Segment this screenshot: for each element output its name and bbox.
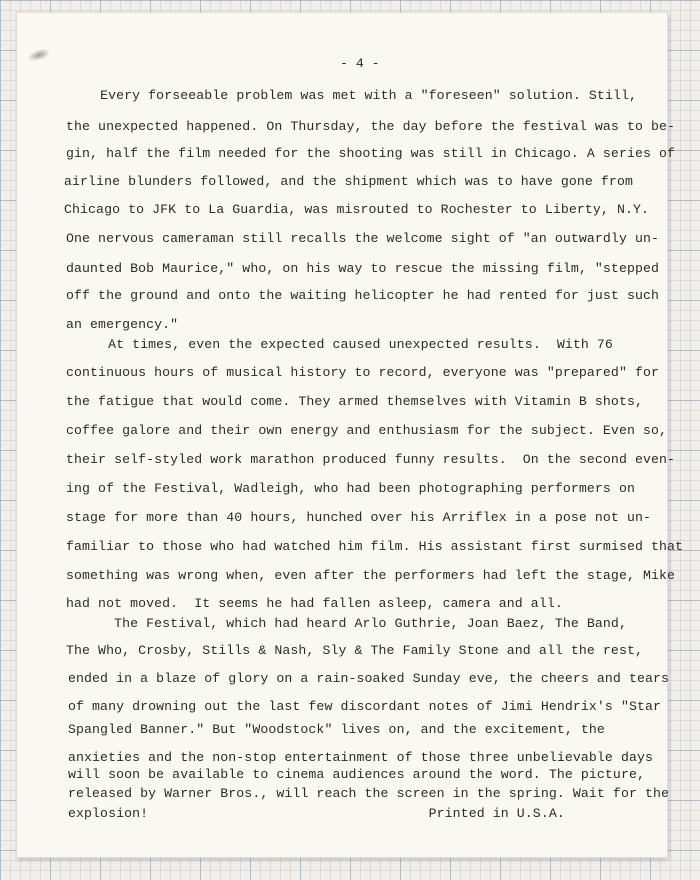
text-line: At times, even the expected caused unexpected results. With 76: [60, 337, 613, 352]
text-line: daunted Bob Maurice," who, on his way to rescue the missing film, "stepped: [66, 261, 660, 276]
text-line: ended in a blaze of glory on a rain-soaked Sunday eve, the cheers and tears: [68, 671, 670, 686]
page-number: - 4 -: [340, 56, 380, 71]
text-line: Spangled Banner." But "Woodstock" lives on, and the excitement, the: [68, 722, 605, 737]
text-line: will soon be available to cinema audiences around the word. The picture,: [68, 767, 645, 782]
text-line: the fatigue that would come. They armed themselves with Vitamin B shots,: [66, 394, 643, 409]
text-line: One nervous cameraman still recalls the welcome sight of "an outwardly un-: [66, 231, 660, 246]
text-line: of many drowning out the last few discordant notes of Jimi Hendrix's "Star: [68, 699, 662, 714]
text-line: Every forseeable problem was met with a "foreseen" solution. Still,: [52, 88, 638, 103]
text-line: Chicago to JFK to La Guardia, was misrouted to Rochester to Liberty, N.Y.: [64, 202, 650, 217]
text-line: released by Warner Bros., will reach the screen in the spring. Wait for the: [68, 786, 670, 801]
text-line: The Who, Crosby, Stills & Nash, Sly & The Family Stone and all the rest,: [66, 643, 643, 658]
text-line: ing of the Festival, Wadleigh, who had been photographing performers on: [66, 481, 635, 496]
text-line: something was wrong when, even after the performers had left the stage, Mike: [66, 568, 676, 583]
text-line: coffee galore and their own energy and enthusiasm for the subject. Even so,: [66, 423, 668, 438]
text-line: The Festival, which had heard Arlo Guthrie, Joan Baez, The Band,: [66, 616, 627, 631]
text-line: stage for more than 40 hours, hunched over his Arriflex in a pose not un-: [66, 510, 652, 525]
text-line: familiar to those who had watched him film. His assistant first surmised that: [66, 539, 684, 554]
text-line: explosion! Printed in U.S.A.: [68, 806, 565, 821]
text-line: off the ground and onto the waiting helicopter he had rented for just such: [66, 288, 660, 303]
text-line: anxieties and the non-stop entertainment of those three unbelievable days: [68, 750, 654, 765]
text-line: continuous hours of musical history to record, everyone was "prepared" for: [66, 365, 660, 380]
text-line: gin, half the film needed for the shooting was still in Chicago. A series of: [66, 146, 676, 161]
text-line: an emergency.": [66, 317, 179, 332]
text-line: the unexpected happened. On Thursday, the day before the festival was to be-: [66, 119, 676, 134]
text-line: had not moved. It seems he had fallen asleep, camera and all.: [66, 596, 563, 611]
text-line: airline blunders followed, and the shipment which was to have gone from: [64, 174, 633, 189]
text-line: their self-styled work marathon produced funny results. On the second even-: [66, 452, 676, 467]
